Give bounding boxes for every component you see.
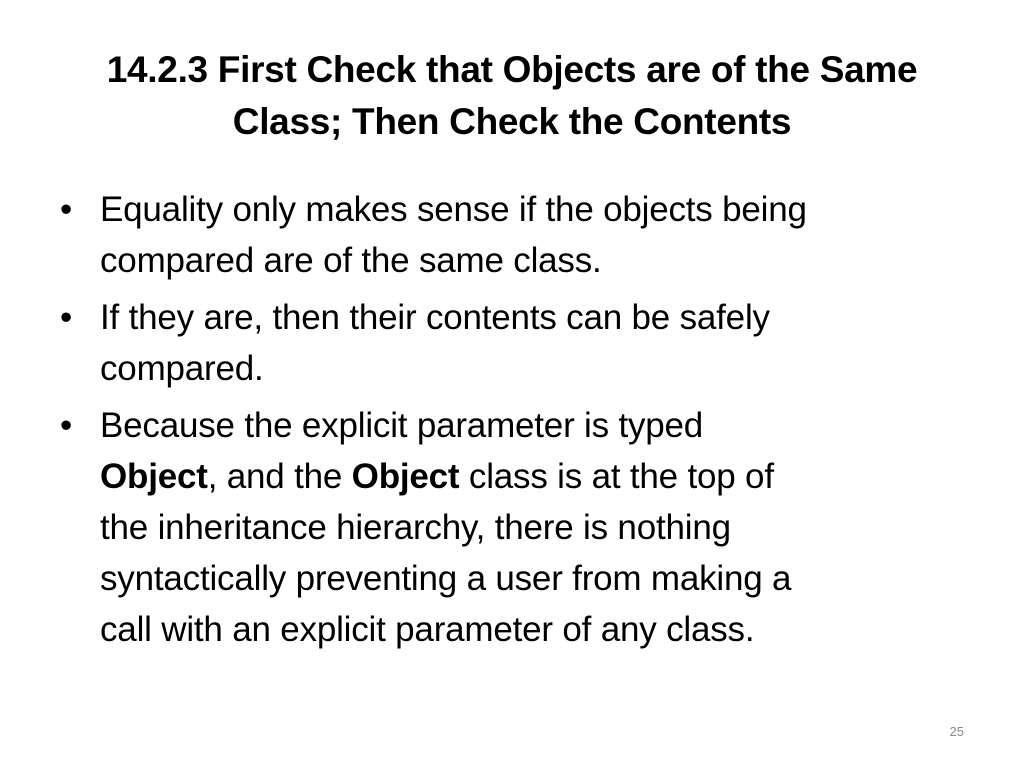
slide-title-line-1: 14.2.3 First Check that Objects are of the Same — [106, 49, 918, 90]
bullet-3-line-2 — [100, 451, 960, 502]
bullet-1-line-1: Equality only makes sense if the objects being — [100, 190, 807, 229]
bullet-dot-icon: • — [60, 298, 73, 337]
slide-title-line-2: Class; Then Check the Contents — [232, 101, 792, 142]
bullet-3-line-3: the inheritance hierarchy, there is nothing — [100, 508, 731, 547]
bold-object-term: Object — [100, 457, 208, 496]
slide-title — [40, 44, 984, 148]
bullet-3-line-2-end: class is at the top of — [459, 457, 774, 496]
bold-object-term: Object — [351, 457, 460, 496]
bullet-item-2 — [60, 292, 960, 394]
bullet-dot-icon: • — [60, 406, 73, 445]
bullet-list — [60, 184, 960, 661]
page-number: 25 — [949, 724, 964, 739]
bullet-2-line-2: compared. — [100, 349, 264, 388]
bullet-3-line-5: call with an explicit parameter of any class. — [100, 610, 755, 649]
bullet-item-1 — [60, 184, 960, 286]
bullet-3-line-4: syntactically preventing a user from making a — [100, 559, 792, 598]
bullet-item-3 — [60, 400, 960, 655]
bullet-dot-icon: • — [60, 190, 73, 229]
bullet-3-line-2-mid: , and the — [207, 457, 352, 496]
bullet-3-line-1: Because the explicit parameter is typed — [100, 406, 704, 445]
bullet-2-line-1: If they are, then their contents can be safely — [100, 298, 770, 337]
bullet-1-line-2: compared are of the same class. — [100, 241, 602, 280]
